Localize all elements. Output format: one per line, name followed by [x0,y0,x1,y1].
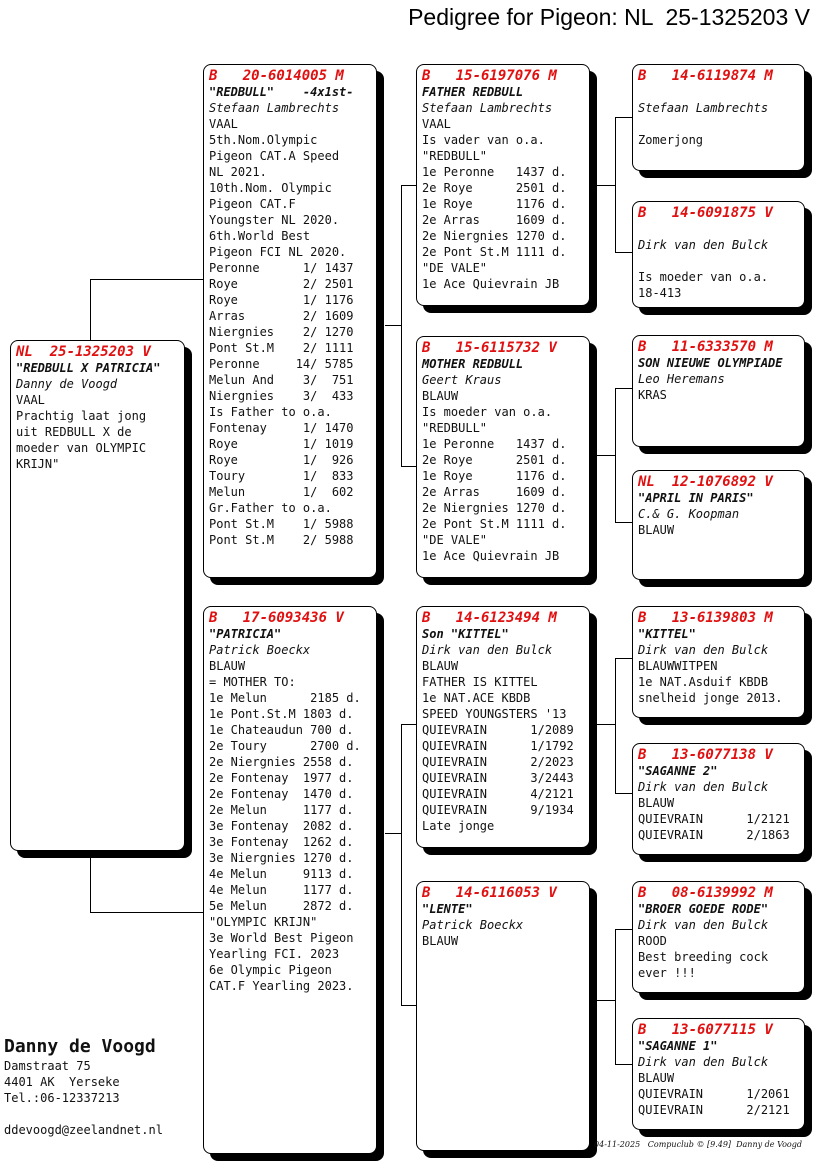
connector-father-parents-v [401,185,402,467]
pigeon-card-father-sire[interactable] [416,64,590,306]
pigeon-name: "REDBULL" -4x1st- [209,85,354,99]
connector-mff [615,658,633,659]
owner-name: Stefaan Lambrechts [209,101,340,115]
info-line: 1e Ace Quievrain JB [422,277,560,291]
info-line: 2e Melun 1177 d. [209,803,354,817]
info-line: 5th.Nom.Olympic [209,133,318,147]
info-line: 6e Olympic Pigeon [209,963,332,977]
connector-mf-parents [597,724,616,725]
pigeon-name: MOTHER REDBULL [422,357,524,371]
info-line: Gr.Father to o.a. [209,501,332,515]
info-line: CAT.F Yearling 2023. [209,979,354,993]
info-line: "REDBULL" [422,149,488,163]
info-line: 2e Pont St.M 1111 d. [422,517,567,531]
ring-number: B 14-6116053 V [422,885,557,901]
info-line: VAAL [16,393,45,407]
pigeon-card-father-dam[interactable] [416,336,590,578]
connector-ff-parents [597,185,616,186]
pigeon-card-subject[interactable] [10,340,185,851]
pigeon-name: FATHER REDBULL [422,85,524,99]
info-line: 2e Roye 2501 d. [422,181,567,195]
pigeon-name: "BROER GOEDE RODE" [638,902,769,916]
owner-name: Stefaan Lambrechts [422,101,553,115]
ring-number: B 15-6197076 M [422,68,557,84]
info-line: 1e Pont.St.M 1803 d. [209,707,354,721]
pigeon-name: "KITTEL" [638,627,696,641]
owner-name: C.& G. Koopman [638,507,740,521]
info-line: "REDBULL" [422,421,488,435]
info-line: Best breeding cock [638,950,769,964]
connector-fff [615,117,633,118]
info-line: 2e Roye 2501 d. [422,453,567,467]
pigeon-card-mfm[interactable] [632,743,805,855]
connector-mother-parents [385,833,402,834]
info-line: Arras 2/ 1609 [209,309,354,323]
info-line: 10th.Nom. Olympic [209,181,332,195]
info-line: Pigeon CAT.F [209,197,296,211]
info-line: 1e Peronne 1437 d. [422,437,567,451]
pigeon-card-mother[interactable] [203,606,377,1154]
owner-name: Patrick Boeckx [209,643,311,657]
owner-name: Danny de Voogd [16,377,118,391]
info-line: Roye 1/ 1176 [209,293,354,307]
info-line: Fontenay 1/ 1470 [209,421,354,435]
info-line: ROOD [638,934,667,948]
info-line: QUIEVRAIN 2/1863 [638,828,790,842]
pigeon-card-fff[interactable] [632,64,805,171]
pigeon-card-father[interactable] [203,64,377,578]
info-line: Niergnies 2/ 1270 [209,325,354,339]
info-line: Zomerjong [638,133,704,147]
info-line: BLAUW [422,934,459,948]
info-line: 4e Melun 1177 d. [209,883,354,897]
info-line: QUIEVRAIN 2/2023 [422,755,574,769]
info-line: 2e Arras 1609 d. [422,485,567,499]
info-line: 2e Toury 2700 d. [209,739,361,753]
info-line: 1e Peronne 1437 d. [422,165,567,179]
spacer [638,221,799,237]
connector-ff-parents-v [615,117,616,253]
owner-name: Stefaan Lambrechts [638,101,769,115]
info-line: BLAUWWITPEN [638,659,718,673]
pigeon-name: "REDBULL X PATRICIA" [16,361,161,375]
info-line: 3e Fontenay 2082 d. [209,819,354,833]
connector-mf-parents-v [615,658,616,794]
info-line: 6th.World Best [209,229,311,243]
info-line: VAAL [209,117,238,131]
connector-fmm [615,522,633,523]
info-line: VAAL [422,117,451,131]
pigeon-name: "APRIL IN PARIS" [638,491,754,505]
ring-number: B 13-6077138 V [638,747,773,763]
info-line: Prachtig laat jong [16,409,147,423]
connector-mfm [615,793,633,794]
info-line: BLAUW [209,659,246,673]
info-line: Peronne 1/ 1437 [209,261,354,275]
info-line: 3e World Best Pigeon [209,931,354,945]
info-line: Late jonge [422,819,495,833]
ring-number: B 17-6093436 V [209,610,344,626]
info-line: 1e Ace Quievrain JB [422,549,560,563]
info-line: Niergnies 3/ 433 [209,389,354,403]
ring-number: B 13-6077115 V [638,1022,773,1038]
pigeon-card-mother-sire[interactable] [416,606,590,848]
ring-number: B 08-6139992 M [638,885,773,901]
connector-mm-parents [597,1000,616,1001]
owner-name: Dirk van den Bulck [638,780,769,794]
pigeon-name: SON NIEUWE OLYMPIADE [638,356,783,370]
pigeon-card-ffm[interactable] [632,201,805,308]
info-line: Melun 1/ 602 [209,485,354,499]
owner-name: Dirk van den Bulck [638,238,769,252]
info-line: Roye 2/ 2501 [209,277,354,291]
info-line: Pigeon FCI NL 2020. [209,245,347,259]
info-line: 1e Roye 1176 d. [422,469,567,483]
info-line: 5e Melun 2872 d. [209,899,354,913]
connector-mm [401,1005,417,1006]
info-line: QUIEVRAIN 2/2121 [638,1103,790,1117]
pigeon-card-mother-dam[interactable] [416,881,590,1151]
breeder-phone: Tel.:06-12337213 [4,1091,120,1105]
info-line: KRAS [638,388,667,402]
connector-fm [401,466,417,467]
pigeon-card-fmf[interactable] [632,335,805,447]
owner-name: Geert Kraus [422,373,502,387]
info-line: moeder van OLYMPIC [16,441,147,455]
ring-number: B 20-6014005 M [209,68,344,84]
pigeon-card-mmf[interactable] [632,881,805,993]
ring-number: NL 25-1325203 V [16,344,151,360]
page-title: Pedigree for Pigeon: NL 25-1325203 V [408,4,810,30]
info-line: QUIEVRAIN 1/2061 [638,1087,790,1101]
info-line: Pont St.M 2/ 5988 [209,533,354,547]
connector-subject-father-h [90,279,204,280]
connector-subject-mother [90,851,91,913]
info-line: Is Father to o.a. [209,405,332,419]
owner-name: Dirk van den Bulck [422,643,553,657]
info-line: Yearling FCI. 2023 [209,947,340,961]
footer-credits: 04-11-2025 Compuclub © [9.49] Danny de Voogd [594,1140,802,1149]
connector-fm-parents-v [615,388,616,523]
info-line: 1e Chateaudun 700 d. [209,723,354,737]
info-line: ever !!! [638,966,696,980]
ring-number: B 15-6115732 V [422,340,557,356]
owner-name: Dirk van den Bulck [638,1055,769,1069]
connector-mmf [615,929,633,930]
info-line: 1e NAT.Asduif KBDB [638,675,769,689]
ring-number: B 14-6123494 M [422,610,557,626]
spacer [4,1106,163,1122]
info-line: Toury 1/ 833 [209,469,354,483]
info-line: QUIEVRAIN 4/2121 [422,787,574,801]
info-line: 2e Arras 1609 d. [422,213,567,227]
info-line: 2e Fontenay 1977 d. [209,771,354,785]
info-line: 2e Pont St.M 1111 d. [422,245,567,259]
info-line: Is moeder van o.a. [422,405,553,419]
breeder-info [4,1036,163,1138]
info-line: Youngster NL 2020. [209,213,340,227]
info-line: BLAUW [638,1071,675,1085]
ring-number: NL 12-1076892 V [638,474,773,490]
owner-name: Dirk van den Bulck [638,918,769,932]
info-line: uit REDBULL X de [16,425,132,439]
owner-name: Leo Heremans [638,372,725,386]
spacer [638,84,799,100]
info-line: QUIEVRAIN 1/2121 [638,812,790,826]
info-line: QUIEVRAIN 1/2089 [422,723,574,737]
info-line: Melun And 3/ 751 [209,373,354,387]
info-line: 4e Melun 9113 d. [209,867,354,881]
pigeon-card-mff[interactable] [632,606,805,718]
connector-subject-mother-h [90,912,204,913]
info-line: Is moeder van o.a. [638,270,769,284]
breeder-address: Damstraat 75 [4,1059,91,1073]
connector-mother-parents-v [401,724,402,1006]
info-line: BLAUW [422,659,459,673]
pigeon-card-mmm[interactable] [632,1018,805,1130]
info-line: QUIEVRAIN 3/2443 [422,771,574,785]
ring-number: B 11-6333570 M [638,339,773,355]
info-line: snelheid jonge 2013. [638,691,783,705]
connector-ff [401,185,417,186]
connector-subject-father [90,279,91,341]
info-line: Pigeon CAT.A Speed [209,149,340,163]
info-line: 1e Melun 2185 d. [209,691,361,705]
pigeon-name: "LENTE" [422,902,473,916]
info-line: 2e Niergnies 1270 d. [422,229,567,243]
breeder-city: 4401 AK Yerseke [4,1075,120,1089]
info-line: = MOTHER TO: [209,675,296,689]
info-line: 2e Fontenay 1470 d. [209,787,354,801]
info-line: KRIJN" [16,457,60,471]
info-line: "DE VALE" [422,533,488,547]
info-line: 3e Fontenay 1262 d. [209,835,354,849]
info-line: 2e Niergnies 1270 d. [422,501,567,515]
info-line: Roye 1/ 926 [209,453,354,467]
info-line: Is vader van o.a. [422,133,545,147]
breeder-name: Danny de Voogd [4,1036,156,1057]
info-line: Pont St.M 2/ 1111 [209,341,354,355]
connector-mmm [615,1064,633,1065]
pigeon-name: Son "KITTEL" [422,627,509,641]
connector-mm-parents-v [615,929,616,1065]
info-line [638,253,799,269]
info-line: FATHER IS KITTEL [422,675,538,689]
info-line [638,116,799,132]
pigeon-name: "SAGANNE 2" [638,764,718,778]
ring-number: B 13-6139803 M [638,610,773,626]
info-line: SPEED YOUNGSTERS '13 [422,707,567,721]
connector-fm-parents [597,455,616,456]
breeder-email[interactable]: ddevoogd@zeelandnet.nl [4,1123,163,1137]
info-line: "OLYMPIC KRIJN" [209,915,318,929]
connector-mf [401,724,417,725]
info-line: QUIEVRAIN 1/1792 [422,739,574,753]
info-line: 2e Niergnies 2558 d. [209,755,354,769]
owner-name: Dirk van den Bulck [638,643,769,657]
info-line: "DE VALE" [422,261,488,275]
connector-father-parents [385,325,402,326]
info-line: 1e Roye 1176 d. [422,197,567,211]
info-line: BLAUW [422,389,459,403]
info-line: Pont St.M 1/ 5988 [209,517,354,531]
connector-fmf [615,388,633,389]
ring-number: B 14-6091875 V [638,205,773,221]
owner-name: Patrick Boeckx [422,918,524,932]
info-line: Peronne 14/ 5785 [209,357,354,371]
pigeon-card-fmm[interactable] [632,470,805,580]
info-line: QUIEVRAIN 9/1934 [422,803,574,817]
ring-number: B 14-6119874 M [638,68,773,84]
info-line: Roye 1/ 1019 [209,437,354,451]
connector-ffm [615,252,633,253]
info-line: 3e Niergnies 1270 d. [209,851,354,865]
info-line: BLAUW [638,523,675,537]
info-line: NL 2021. [209,165,267,179]
info-line: 18-413 [638,286,682,300]
info-line: BLAUW [638,796,675,810]
info-line: 1e NAT.ACE KBDB [422,691,531,705]
pigeon-name: "SAGANNE 1" [638,1039,718,1053]
pigeon-name: "PATRICIA" [209,627,282,641]
